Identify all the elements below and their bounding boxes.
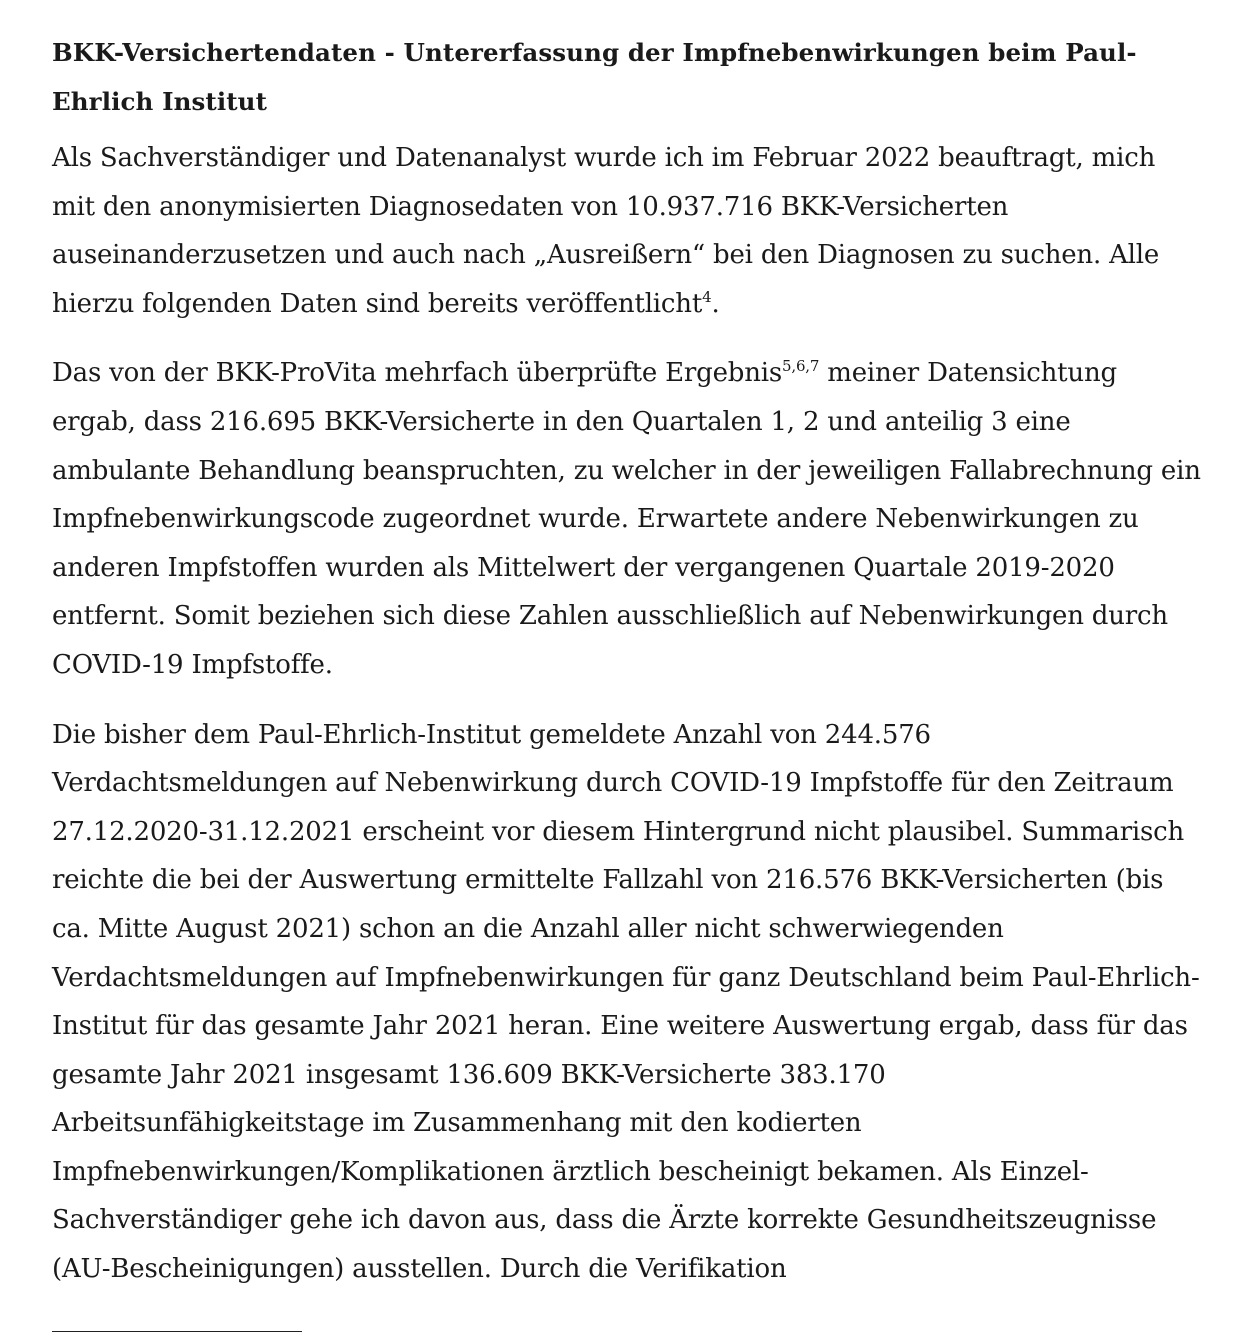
paragraph-comparison [52,711,1202,1294]
paragraph-text: meiner Datensichtung ergab, dass 216.695 BKK-Versicherte in den Quartalen 1, 2 und anteilig 3 eine ambulante Behandlung beanspruchten, zu welcher in der jeweiligen Fallabrechnung ein Impfnebenwirkungscode zugeordnet wurde. Erwartete andere Nebenwirkungen zu anderen Impfstoffen wurden als Mittelwert der vergangenen Quartale 2019-2020 entfernt. Somit beziehen sich diese Zahlen ausschließlich auf Nebenwirkungen durch COVID-19 Impfstoffe. [52,358,1201,680]
footnote-reference: 4 [702,287,712,306]
paragraph-text: Die bisher dem Paul-Ehrlich-Institut gemeldete Anzahl von 244.576 Verdachtsmeldungen auf Nebenwirkung durch COVID-19 Impfstoffe für den Zeitraum 27.12.2020-31.12.2021 erscheint vor diesem Hintergrund nicht plausibel. Summarisch reichte die bei der Auswertung ermittelte Fallzahl von 216.576 BKK-Versicherten (bis ca. Mitte August 2021) schon an die Anzahl aller nicht schwerwiegenden Verdachtsmeldungen auf Impfnebenwirkungen für ganz Deutschland beim Paul-Ehrlich-Institut für das gesamte Jahr 2021 heran. Eine weitere Auswertung ergab, dass für das gesamte Jahr 2021 insgesamt 136.609 BKK-Versicherte 383.170 Arbeitsunfähigkeitstage im Zusammenhang mit den kodierten Impfnebenwirkungen/Komplikationen ärztlich bescheinigt bekamen. Als Einzel-Sachverständiger gehe ich davon aus, dass die Ärzte korrekte Gesundheitszeugnisse (AU-Bescheinigungen) ausstellen. Durch die Verifikation [52,719,1200,1285]
paragraph-result [52,349,1202,689]
footnote-separator [52,1331,302,1332]
paragraph-text: Als Sachverständiger und Datenanalyst wurde ich im Februar 2022 beauftragt, mich mit den anonymisierten Diagnosedaten von 10.937.716 BKK-Versicherten auseinanderzusetzen und auch nach „Ausreißern“ bei den Diagnosen zu suchen. Alle hierzu folgenden Daten sind bereits veröffentlicht [52,143,1160,319]
paragraph-text: . [711,288,720,319]
section-heading: BKK-Versichertendaten - Untererfassung der Impfnebenwirkungen beim Paul-Ehrlich Institut [52,38,1137,116]
paragraph-text: Das von der BKK-ProVita mehrfach überprüfte Ergebnis [52,358,783,389]
footnote-reference: 5,6,7 [782,357,820,376]
document-body [52,28,1202,1315]
paragraph-intro [52,134,1202,328]
